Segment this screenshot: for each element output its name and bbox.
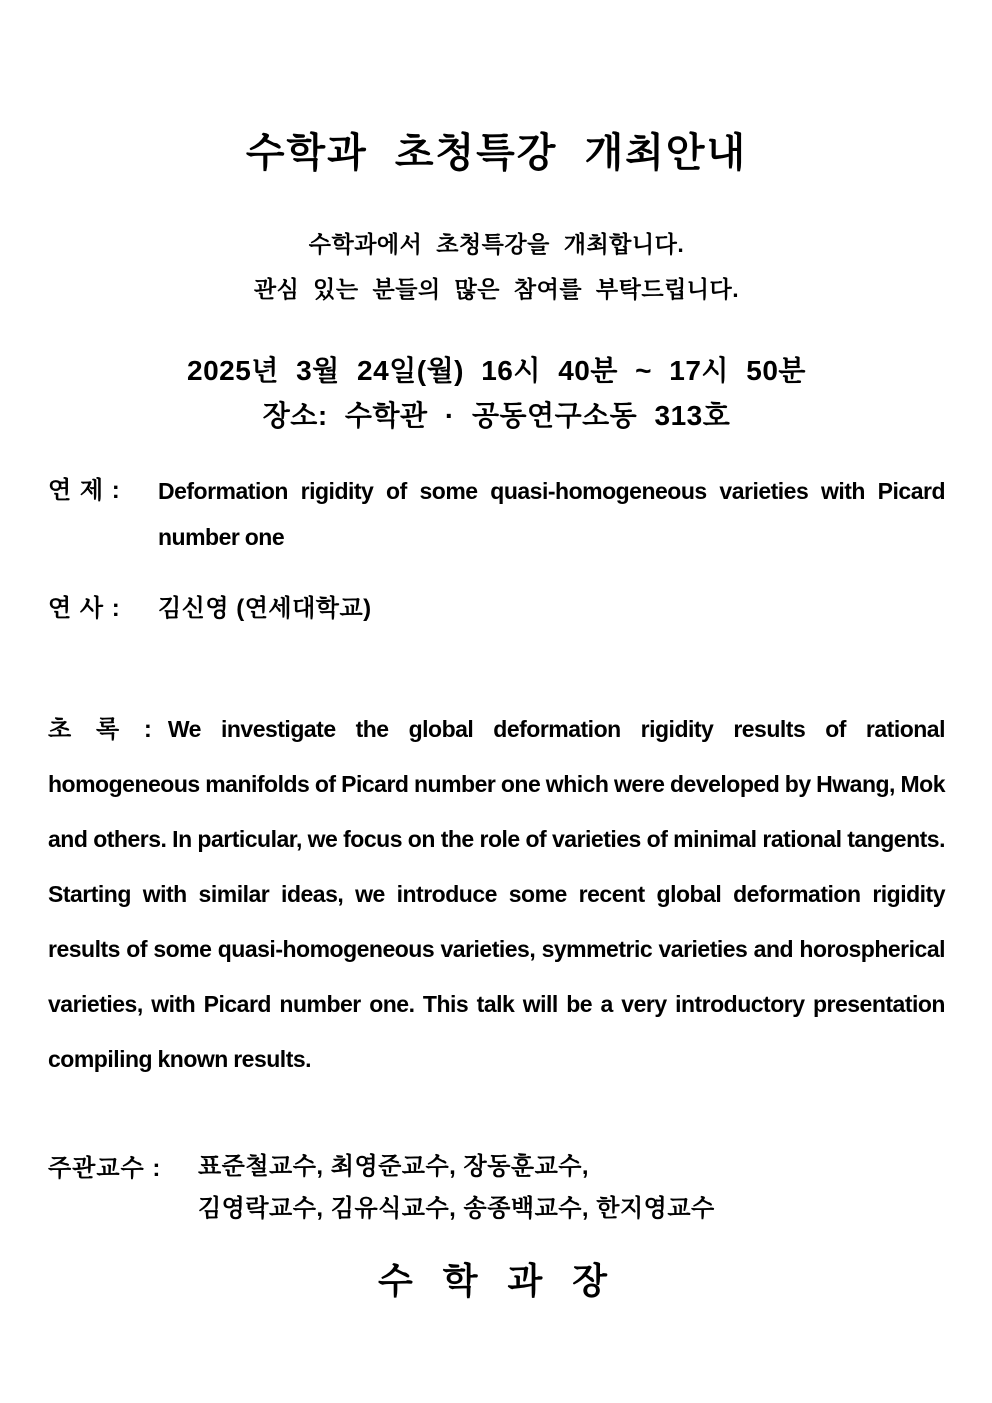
- schedule-datetime: 2025년 3월 24일(월) 16시 40분 ~ 17시 50분: [187, 355, 806, 386]
- organizers-section: [48, 1146, 945, 1230]
- speaker-label: 연 사 :: [48, 595, 121, 622]
- speaker-section: [48, 586, 945, 632]
- abstract-label: 초 록 :: [48, 716, 154, 743]
- schedule-section: [48, 348, 945, 438]
- schedule-location: 장소: 수학관 · 공동연구소동 313호: [262, 400, 731, 431]
- page-title: 수학과 초청특강 개최안내: [245, 131, 748, 175]
- lecture-title-text: Deformation rigidity of some quasi-homogeneous varieties with Picard number one: [158, 478, 945, 550]
- lecture-title-label: 연 제 :: [48, 477, 121, 504]
- signature-section: [48, 1256, 945, 1306]
- abstract-section: [48, 702, 945, 1087]
- abstract-paragraph: [48, 702, 945, 1087]
- organizers-line-1: 표준철교수, 최영준교수, 장동훈교수,: [198, 1153, 590, 1180]
- intro-line-1: 수학과에서 초청특강을 개최합니다.: [308, 231, 685, 257]
- abstract-text: We investigate the global deformation rigidity results of rational homogeneous manifolds of Picard number one which were developed by Hwang, Mok and others. In particular, we focus on the role of varieties of minimal rational tangents. Starting with similar ideas, we introduce some recent global deformation rigidity results of some quasi-homogeneous varieties, symmetric varieties and horospherical varieties, with Picard number one. This talk will be a very introductory presentation compiling known results.: [48, 716, 945, 1072]
- title-section: [48, 124, 945, 182]
- organizer-names: [198, 1146, 945, 1230]
- organizers-line-2: 김영락교수, 김유식교수, 송종백교수, 한지영교수: [198, 1195, 715, 1222]
- speaker-name: 김신영 (연세대학교): [158, 595, 372, 622]
- intro-section: [48, 222, 945, 312]
- intro-line-2: 관심 있는 분들의 많은 참여를 부탁드립니다.: [253, 276, 740, 302]
- lecture-title-section: [48, 468, 945, 560]
- signature-department-head: 수 학 과 장: [377, 1260, 616, 1301]
- organizers-label: 주관교수 :: [48, 1155, 162, 1182]
